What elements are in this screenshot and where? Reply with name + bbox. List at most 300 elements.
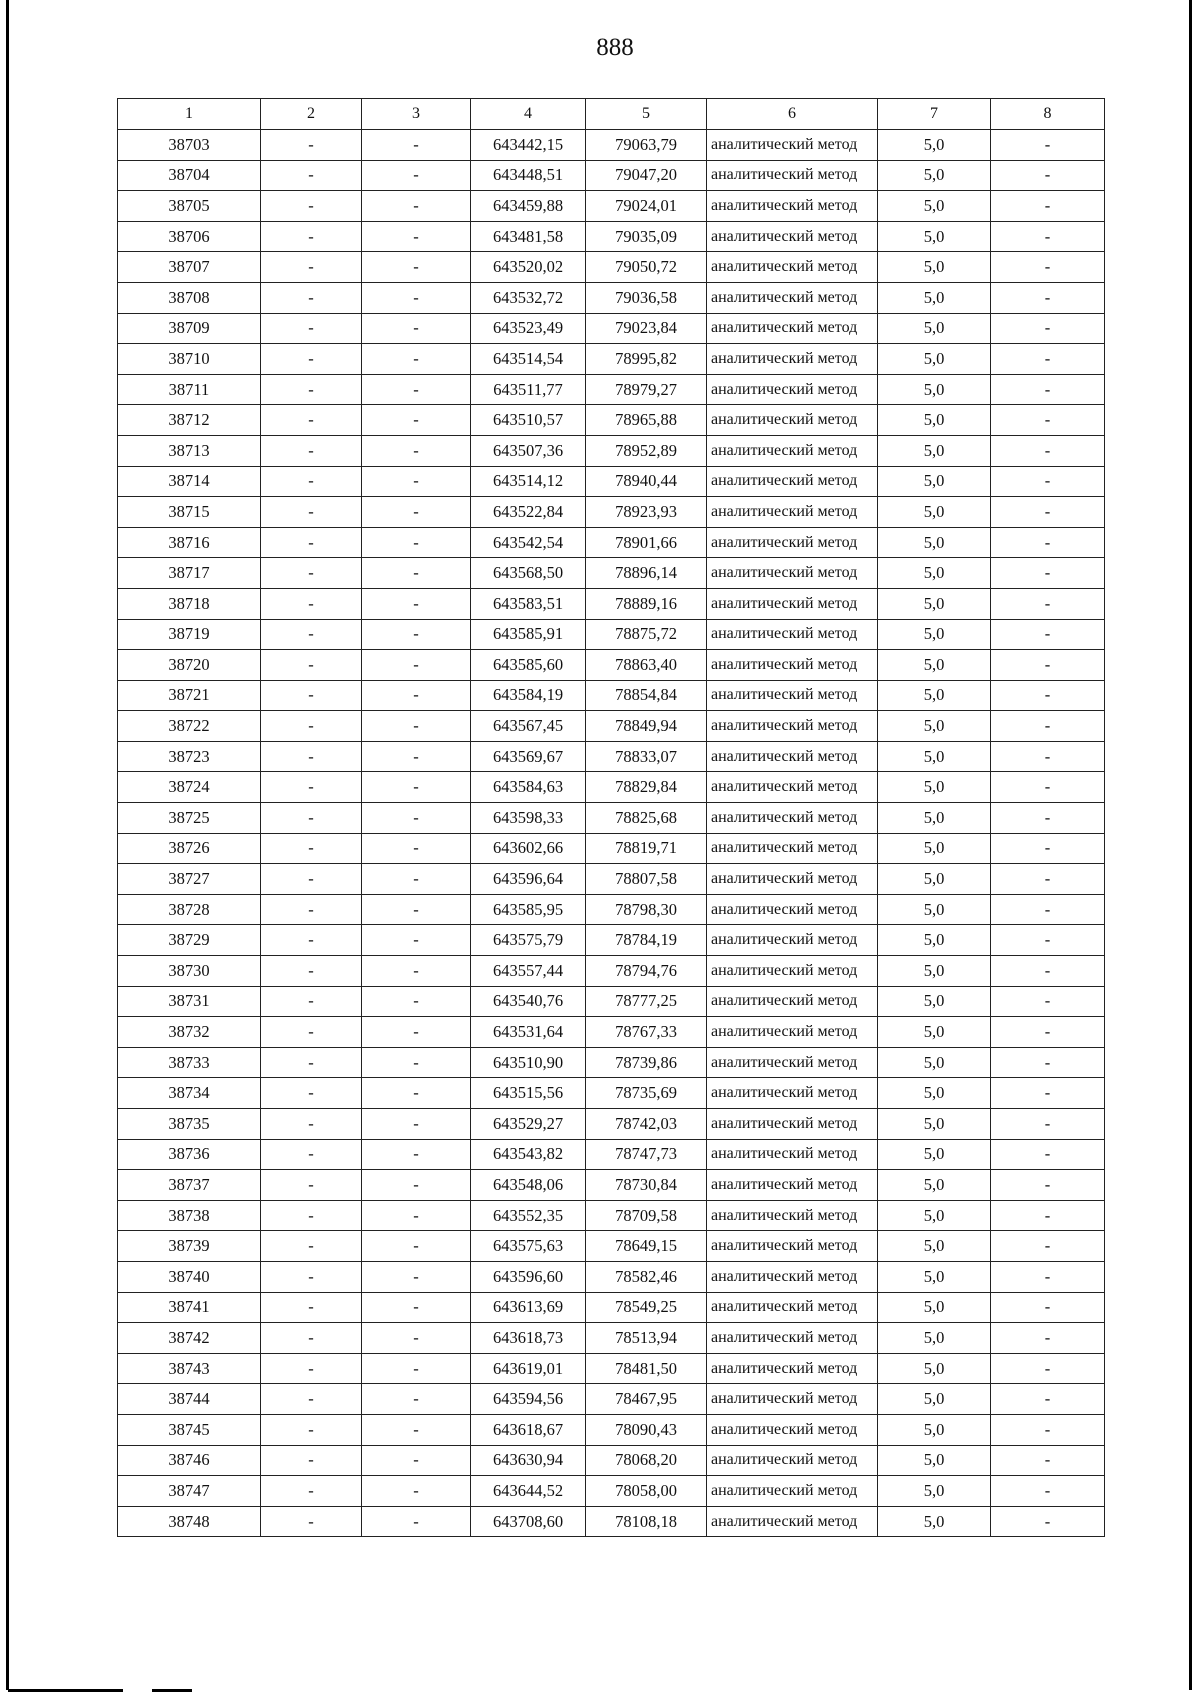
- column-header: 7: [878, 99, 991, 130]
- col8-value-cell: -: [991, 741, 1105, 772]
- col8-value-cell: -: [991, 588, 1105, 619]
- point-number-cell: 38747: [118, 1476, 261, 1507]
- col3-value-cell: -: [362, 1017, 471, 1048]
- col3-value-cell: -: [362, 374, 471, 405]
- x-coordinate-cell: 643575,79: [471, 925, 586, 956]
- y-coordinate-cell: 78735,69: [586, 1078, 707, 1109]
- y-coordinate-cell: 79050,72: [586, 252, 707, 283]
- col2-value-cell: -: [261, 1384, 362, 1415]
- col3-value-cell: -: [362, 558, 471, 589]
- col8-value-cell: -: [991, 221, 1105, 252]
- x-coordinate-cell: 643515,56: [471, 1078, 586, 1109]
- accuracy-cell: 5,0: [878, 1139, 991, 1170]
- point-number-cell: 38725: [118, 803, 261, 834]
- y-coordinate-cell: 78995,82: [586, 344, 707, 375]
- table-body: [118, 130, 1105, 1537]
- col8-value-cell: -: [991, 711, 1105, 742]
- method-cell: аналитический метод: [707, 986, 878, 1017]
- x-coordinate-cell: 643552,35: [471, 1200, 586, 1231]
- col8-value-cell: -: [991, 252, 1105, 283]
- accuracy-cell: 5,0: [878, 466, 991, 497]
- col2-value-cell: -: [261, 956, 362, 987]
- point-number-cell: 38709: [118, 313, 261, 344]
- method-cell: аналитический метод: [707, 1078, 878, 1109]
- method-cell: аналитический метод: [707, 619, 878, 650]
- coordinates-table: [117, 98, 1105, 1537]
- accuracy-cell: 5,0: [878, 527, 991, 558]
- col8-value-cell: -: [991, 1170, 1105, 1201]
- method-cell: аналитический метод: [707, 956, 878, 987]
- table-row: [118, 282, 1105, 313]
- col3-value-cell: -: [362, 497, 471, 528]
- accuracy-cell: 5,0: [878, 864, 991, 895]
- col3-value-cell: -: [362, 252, 471, 283]
- col8-value-cell: -: [991, 833, 1105, 864]
- y-coordinate-cell: 78923,93: [586, 497, 707, 528]
- x-coordinate-cell: 643532,72: [471, 282, 586, 313]
- x-coordinate-cell: 643507,36: [471, 435, 586, 466]
- col2-value-cell: -: [261, 344, 362, 375]
- col3-value-cell: -: [362, 1170, 471, 1201]
- y-coordinate-cell: 78767,33: [586, 1017, 707, 1048]
- table-row: [118, 160, 1105, 191]
- col2-value-cell: -: [261, 619, 362, 650]
- table-row: [118, 221, 1105, 252]
- y-coordinate-cell: 78829,84: [586, 772, 707, 803]
- col2-value-cell: -: [261, 558, 362, 589]
- y-coordinate-cell: 78784,19: [586, 925, 707, 956]
- point-number-cell: 38722: [118, 711, 261, 742]
- col3-value-cell: -: [362, 864, 471, 895]
- method-cell: аналитический метод: [707, 864, 878, 895]
- y-coordinate-cell: 78889,16: [586, 588, 707, 619]
- x-coordinate-cell: 643522,84: [471, 497, 586, 528]
- column-header: 1: [118, 99, 261, 130]
- table-row: [118, 1231, 1105, 1262]
- table-row: [118, 1506, 1105, 1537]
- method-cell: аналитический метод: [707, 1017, 878, 1048]
- method-cell: аналитический метод: [707, 1506, 878, 1537]
- col3-value-cell: -: [362, 711, 471, 742]
- column-header: 8: [991, 99, 1105, 130]
- y-coordinate-cell: 78825,68: [586, 803, 707, 834]
- accuracy-cell: 5,0: [878, 619, 991, 650]
- method-cell: аналитический метод: [707, 1476, 878, 1507]
- table-row: [118, 1078, 1105, 1109]
- accuracy-cell: 5,0: [878, 1017, 991, 1048]
- y-coordinate-cell: 78742,03: [586, 1109, 707, 1140]
- column-header: 6: [707, 99, 878, 130]
- table-row: [118, 1017, 1105, 1048]
- x-coordinate-cell: 643618,73: [471, 1323, 586, 1354]
- page-number: 888: [596, 34, 634, 61]
- method-cell: аналитический метод: [707, 650, 878, 681]
- accuracy-cell: 5,0: [878, 1078, 991, 1109]
- col3-value-cell: -: [362, 466, 471, 497]
- col8-value-cell: -: [991, 1200, 1105, 1231]
- y-coordinate-cell: 78747,73: [586, 1139, 707, 1170]
- x-coordinate-cell: 643511,77: [471, 374, 586, 405]
- col3-value-cell: -: [362, 435, 471, 466]
- x-coordinate-cell: 643548,06: [471, 1170, 586, 1201]
- point-number-cell: 38726: [118, 833, 261, 864]
- col8-value-cell: -: [991, 772, 1105, 803]
- point-number-cell: 38706: [118, 221, 261, 252]
- table-row: [118, 803, 1105, 834]
- y-coordinate-cell: 78875,72: [586, 619, 707, 650]
- col8-value-cell: -: [991, 344, 1105, 375]
- x-coordinate-cell: 643523,49: [471, 313, 586, 344]
- point-number-cell: 38713: [118, 435, 261, 466]
- x-coordinate-cell: 643602,66: [471, 833, 586, 864]
- table-row: [118, 1200, 1105, 1231]
- col8-value-cell: -: [991, 130, 1105, 161]
- table-row: [118, 986, 1105, 1017]
- y-coordinate-cell: 78807,58: [586, 864, 707, 895]
- col3-value-cell: -: [362, 1231, 471, 1262]
- y-coordinate-cell: 78090,43: [586, 1414, 707, 1445]
- point-number-cell: 38708: [118, 282, 261, 313]
- table-row: [118, 466, 1105, 497]
- x-coordinate-cell: 643557,44: [471, 956, 586, 987]
- table-row: [118, 956, 1105, 987]
- accuracy-cell: 5,0: [878, 1506, 991, 1537]
- col8-value-cell: -: [991, 680, 1105, 711]
- col8-value-cell: -: [991, 497, 1105, 528]
- col3-value-cell: -: [362, 130, 471, 161]
- col8-value-cell: -: [991, 1384, 1105, 1415]
- col8-value-cell: -: [991, 619, 1105, 650]
- table-row: [118, 1170, 1105, 1201]
- col2-value-cell: -: [261, 650, 362, 681]
- table-row: [118, 344, 1105, 375]
- point-number-cell: 38712: [118, 405, 261, 436]
- y-coordinate-cell: 79024,01: [586, 191, 707, 222]
- point-number-cell: 38716: [118, 527, 261, 558]
- point-number-cell: 38719: [118, 619, 261, 650]
- col3-value-cell: -: [362, 956, 471, 987]
- x-coordinate-cell: 643540,76: [471, 986, 586, 1017]
- accuracy-cell: 5,0: [878, 1200, 991, 1231]
- col2-value-cell: -: [261, 741, 362, 772]
- table-row: [118, 711, 1105, 742]
- column-header: 3: [362, 99, 471, 130]
- x-coordinate-cell: 643575,63: [471, 1231, 586, 1262]
- col2-value-cell: -: [261, 1047, 362, 1078]
- accuracy-cell: 5,0: [878, 435, 991, 466]
- col8-value-cell: -: [991, 1047, 1105, 1078]
- y-coordinate-cell: 78901,66: [586, 527, 707, 558]
- col8-value-cell: -: [991, 650, 1105, 681]
- col8-value-cell: -: [991, 1109, 1105, 1140]
- method-cell: аналитический метод: [707, 1231, 878, 1262]
- y-coordinate-cell: 79063,79: [586, 130, 707, 161]
- point-number-cell: 38711: [118, 374, 261, 405]
- x-coordinate-cell: 643514,12: [471, 466, 586, 497]
- accuracy-cell: 5,0: [878, 558, 991, 589]
- x-coordinate-cell: 643520,02: [471, 252, 586, 283]
- accuracy-cell: 5,0: [878, 374, 991, 405]
- col8-value-cell: -: [991, 374, 1105, 405]
- col3-value-cell: -: [362, 741, 471, 772]
- y-coordinate-cell: 78965,88: [586, 405, 707, 436]
- method-cell: аналитический метод: [707, 221, 878, 252]
- y-coordinate-cell: 78582,46: [586, 1261, 707, 1292]
- x-coordinate-cell: 643529,27: [471, 1109, 586, 1140]
- col3-value-cell: -: [362, 833, 471, 864]
- col2-value-cell: -: [261, 1017, 362, 1048]
- table-row: [118, 1047, 1105, 1078]
- point-number-cell: 38718: [118, 588, 261, 619]
- col2-value-cell: -: [261, 497, 362, 528]
- col2-value-cell: -: [261, 252, 362, 283]
- table-row: [118, 894, 1105, 925]
- y-coordinate-cell: 78777,25: [586, 986, 707, 1017]
- col3-value-cell: -: [362, 803, 471, 834]
- accuracy-cell: 5,0: [878, 1476, 991, 1507]
- column-header: 2: [261, 99, 362, 130]
- col2-value-cell: -: [261, 833, 362, 864]
- x-coordinate-cell: 643584,19: [471, 680, 586, 711]
- accuracy-cell: 5,0: [878, 1047, 991, 1078]
- col2-value-cell: -: [261, 986, 362, 1017]
- col3-value-cell: -: [362, 282, 471, 313]
- col2-value-cell: -: [261, 405, 362, 436]
- point-number-cell: 38745: [118, 1414, 261, 1445]
- col3-value-cell: -: [362, 986, 471, 1017]
- y-coordinate-cell: 78863,40: [586, 650, 707, 681]
- col2-value-cell: -: [261, 527, 362, 558]
- point-number-cell: 38748: [118, 1506, 261, 1537]
- method-cell: аналитический метод: [707, 466, 878, 497]
- y-coordinate-cell: 78709,58: [586, 1200, 707, 1231]
- col3-value-cell: -: [362, 1078, 471, 1109]
- col3-value-cell: -: [362, 1323, 471, 1354]
- table-row: [118, 1476, 1105, 1507]
- point-number-cell: 38740: [118, 1261, 261, 1292]
- x-coordinate-cell: 643567,45: [471, 711, 586, 742]
- col3-value-cell: -: [362, 1047, 471, 1078]
- x-coordinate-cell: 643585,91: [471, 619, 586, 650]
- point-number-cell: 38744: [118, 1384, 261, 1415]
- method-cell: аналитический метод: [707, 558, 878, 589]
- col8-value-cell: -: [991, 1323, 1105, 1354]
- col3-value-cell: -: [362, 894, 471, 925]
- method-cell: аналитический метод: [707, 1292, 878, 1323]
- table-row: [118, 252, 1105, 283]
- point-number-cell: 38717: [118, 558, 261, 589]
- point-number-cell: 38720: [118, 650, 261, 681]
- method-cell: аналитический метод: [707, 435, 878, 466]
- col2-value-cell: -: [261, 1323, 362, 1354]
- y-coordinate-cell: 78854,84: [586, 680, 707, 711]
- method-cell: аналитический метод: [707, 680, 878, 711]
- accuracy-cell: 5,0: [878, 1353, 991, 1384]
- table-row: [118, 313, 1105, 344]
- accuracy-cell: 5,0: [878, 1414, 991, 1445]
- table-row: [118, 619, 1105, 650]
- col2-value-cell: -: [261, 588, 362, 619]
- col2-value-cell: -: [261, 160, 362, 191]
- method-cell: аналитический метод: [707, 1384, 878, 1415]
- col3-value-cell: -: [362, 1445, 471, 1476]
- column-header: 4: [471, 99, 586, 130]
- method-cell: аналитический метод: [707, 833, 878, 864]
- y-coordinate-cell: 78940,44: [586, 466, 707, 497]
- y-coordinate-cell: 78849,94: [586, 711, 707, 742]
- accuracy-cell: 5,0: [878, 711, 991, 742]
- col8-value-cell: -: [991, 1139, 1105, 1170]
- y-coordinate-cell: 78549,25: [586, 1292, 707, 1323]
- y-coordinate-cell: 79023,84: [586, 313, 707, 344]
- method-cell: аналитический метод: [707, 1200, 878, 1231]
- col8-value-cell: -: [991, 282, 1105, 313]
- x-coordinate-cell: 643630,94: [471, 1445, 586, 1476]
- accuracy-cell: 5,0: [878, 680, 991, 711]
- point-number-cell: 38730: [118, 956, 261, 987]
- table-row: [118, 1109, 1105, 1140]
- point-number-cell: 38732: [118, 1017, 261, 1048]
- accuracy-cell: 5,0: [878, 497, 991, 528]
- x-coordinate-cell: 643510,90: [471, 1047, 586, 1078]
- col3-value-cell: -: [362, 619, 471, 650]
- table-row: [118, 741, 1105, 772]
- table-row: [118, 833, 1105, 864]
- accuracy-cell: 5,0: [878, 191, 991, 222]
- col3-value-cell: -: [362, 405, 471, 436]
- accuracy-cell: 5,0: [878, 803, 991, 834]
- x-coordinate-cell: 643618,67: [471, 1414, 586, 1445]
- method-cell: аналитический метод: [707, 588, 878, 619]
- y-coordinate-cell: 79047,20: [586, 160, 707, 191]
- x-coordinate-cell: 643596,64: [471, 864, 586, 895]
- accuracy-cell: 5,0: [878, 282, 991, 313]
- y-coordinate-cell: 78513,94: [586, 1323, 707, 1354]
- col2-value-cell: -: [261, 1414, 362, 1445]
- col2-value-cell: -: [261, 1353, 362, 1384]
- method-cell: аналитический метод: [707, 1414, 878, 1445]
- x-coordinate-cell: 643448,51: [471, 160, 586, 191]
- col2-value-cell: -: [261, 1078, 362, 1109]
- col2-value-cell: -: [261, 772, 362, 803]
- col3-value-cell: -: [362, 221, 471, 252]
- table-row: [118, 558, 1105, 589]
- accuracy-cell: 5,0: [878, 772, 991, 803]
- col2-value-cell: -: [261, 1200, 362, 1231]
- y-coordinate-cell: 79036,58: [586, 282, 707, 313]
- table-row: [118, 527, 1105, 558]
- col2-value-cell: -: [261, 894, 362, 925]
- method-cell: аналитический метод: [707, 160, 878, 191]
- point-number-cell: 38729: [118, 925, 261, 956]
- table-row: [118, 680, 1105, 711]
- point-number-cell: 38707: [118, 252, 261, 283]
- col2-value-cell: -: [261, 1139, 362, 1170]
- x-coordinate-cell: 643619,01: [471, 1353, 586, 1384]
- point-number-cell: 38739: [118, 1231, 261, 1262]
- method-cell: аналитический метод: [707, 1261, 878, 1292]
- col8-value-cell: -: [991, 986, 1105, 1017]
- col8-value-cell: -: [991, 1506, 1105, 1537]
- y-coordinate-cell: 78108,18: [586, 1506, 707, 1537]
- point-number-cell: 38733: [118, 1047, 261, 1078]
- accuracy-cell: 5,0: [878, 1445, 991, 1476]
- accuracy-cell: 5,0: [878, 1384, 991, 1415]
- y-coordinate-cell: 78819,71: [586, 833, 707, 864]
- accuracy-cell: 5,0: [878, 1170, 991, 1201]
- column-header: 5: [586, 99, 707, 130]
- col3-value-cell: -: [362, 1506, 471, 1537]
- accuracy-cell: 5,0: [878, 894, 991, 925]
- x-coordinate-cell: 643596,60: [471, 1261, 586, 1292]
- col3-value-cell: -: [362, 650, 471, 681]
- x-coordinate-cell: 643442,15: [471, 130, 586, 161]
- point-number-cell: 38710: [118, 344, 261, 375]
- point-number-cell: 38724: [118, 772, 261, 803]
- col3-value-cell: -: [362, 925, 471, 956]
- x-coordinate-cell: 643531,64: [471, 1017, 586, 1048]
- accuracy-cell: 5,0: [878, 1292, 991, 1323]
- y-coordinate-cell: 78467,95: [586, 1384, 707, 1415]
- col2-value-cell: -: [261, 313, 362, 344]
- y-coordinate-cell: 78068,20: [586, 1445, 707, 1476]
- y-coordinate-cell: 78481,50: [586, 1353, 707, 1384]
- y-coordinate-cell: 79035,09: [586, 221, 707, 252]
- col3-value-cell: -: [362, 191, 471, 222]
- table-row: [118, 191, 1105, 222]
- col8-value-cell: -: [991, 1261, 1105, 1292]
- x-coordinate-cell: 643542,54: [471, 527, 586, 558]
- col8-value-cell: -: [991, 160, 1105, 191]
- col2-value-cell: -: [261, 221, 362, 252]
- col3-value-cell: -: [362, 313, 471, 344]
- point-number-cell: 38723: [118, 741, 261, 772]
- method-cell: аналитический метод: [707, 282, 878, 313]
- accuracy-cell: 5,0: [878, 986, 991, 1017]
- table-row: [118, 864, 1105, 895]
- point-number-cell: 38728: [118, 894, 261, 925]
- point-number-cell: 38715: [118, 497, 261, 528]
- table-row: [118, 1261, 1105, 1292]
- col2-value-cell: -: [261, 1445, 362, 1476]
- method-cell: аналитический метод: [707, 925, 878, 956]
- col3-value-cell: -: [362, 1353, 471, 1384]
- point-number-cell: 38736: [118, 1139, 261, 1170]
- accuracy-cell: 5,0: [878, 1231, 991, 1262]
- x-coordinate-cell: 643583,51: [471, 588, 586, 619]
- col8-value-cell: -: [991, 1292, 1105, 1323]
- x-coordinate-cell: 643569,67: [471, 741, 586, 772]
- method-cell: аналитический метод: [707, 405, 878, 436]
- col8-value-cell: -: [991, 894, 1105, 925]
- col8-value-cell: -: [991, 405, 1105, 436]
- x-coordinate-cell: 643708,60: [471, 1506, 586, 1537]
- method-cell: аналитический метод: [707, 1139, 878, 1170]
- col3-value-cell: -: [362, 1261, 471, 1292]
- point-number-cell: 38703: [118, 130, 261, 161]
- accuracy-cell: 5,0: [878, 405, 991, 436]
- method-cell: аналитический метод: [707, 803, 878, 834]
- method-cell: аналитический метод: [707, 711, 878, 742]
- method-cell: аналитический метод: [707, 191, 878, 222]
- col8-value-cell: -: [991, 527, 1105, 558]
- col2-value-cell: -: [261, 466, 362, 497]
- accuracy-cell: 5,0: [878, 1261, 991, 1292]
- point-number-cell: 38705: [118, 191, 261, 222]
- col2-value-cell: -: [261, 130, 362, 161]
- accuracy-cell: 5,0: [878, 344, 991, 375]
- accuracy-cell: 5,0: [878, 741, 991, 772]
